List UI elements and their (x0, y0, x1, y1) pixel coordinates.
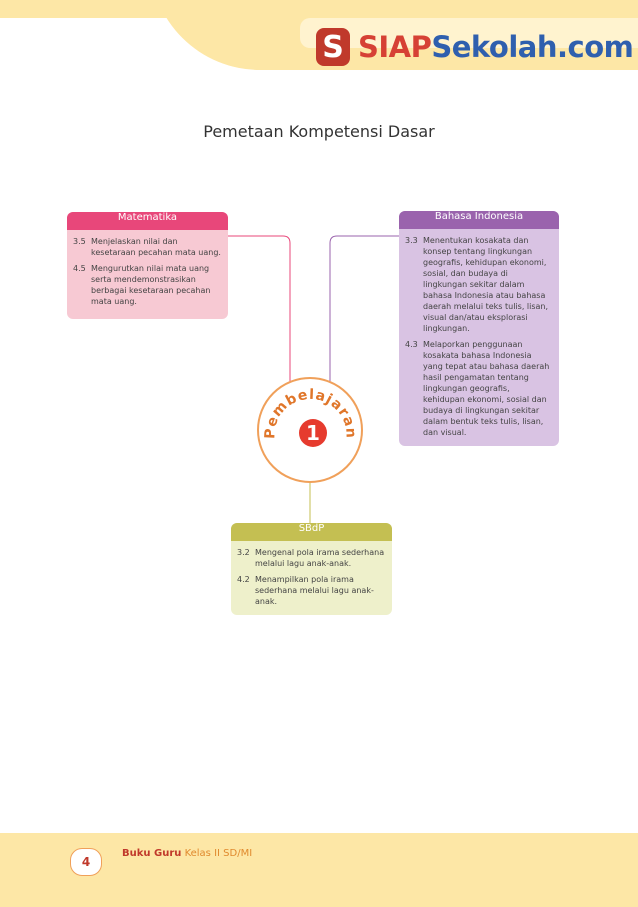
kd-number: 3.3 (405, 236, 418, 245)
watermark-text-sekolah: Sekolah.com (431, 30, 634, 64)
kd-text: Mengurutkan nilai mata uang serta mendemonstrasikan berbagai kesetaraan pecahan mata uang. (91, 264, 211, 306)
watermark-text-siap: SIAP (358, 30, 432, 64)
page-title: Pemetaan Kompetensi Dasar (203, 122, 435, 141)
card-sbdp-body (231, 541, 392, 615)
pembelajaran-circle (257, 377, 363, 483)
footer-book-title (122, 848, 252, 859)
card-bahasa-indonesia-body (399, 229, 559, 446)
card-matematika-title: Matematika (67, 212, 228, 230)
kd-item (237, 547, 386, 569)
kd-number: 4.5 (73, 264, 86, 273)
connector-bahasa-indonesia (330, 236, 399, 400)
watermark-logo-icon: S (316, 28, 350, 66)
page-number: 4 (70, 848, 102, 876)
kd-number: 3.5 (73, 237, 86, 246)
card-matematika (67, 212, 228, 319)
card-sbdp-title: SBdP (231, 523, 392, 541)
kd-item (73, 236, 222, 258)
kd-item (73, 263, 222, 307)
kd-text: Menentukan kosakata dan konsep tentang lingkungan geografis, kehidupan ekonomi, sosial, dan budaya di lingkungan sekitar dalam bahasa Indonesia atau bahasa daerah melalui teks tulis, lisan, visual dan/atau eksplorasi lingkungan. (423, 236, 549, 333)
card-bahasa-indonesia-title: Bahasa Indonesia (399, 211, 559, 229)
kd-text: Menampilkan pola irama sederhana melalui lagu anak-anak. (255, 575, 374, 606)
pembelajaran-label: Pembelajaran (262, 386, 359, 440)
kd-number: 4.3 (405, 340, 418, 349)
card-matematika-body (67, 230, 228, 319)
kd-item (405, 339, 553, 438)
kd-number: 4.2 (237, 575, 250, 584)
kd-text: Mengenal pola irama sederhana melalui lagu anak-anak. (255, 548, 385, 568)
footer-book-class: Kelas II SD/MI (184, 848, 253, 859)
kd-item (405, 235, 553, 334)
kd-text: Menjelaskan nilai dan kesetaraan pecahan mata uang. (91, 237, 221, 257)
pembelajaran-number: 1 (299, 419, 327, 447)
connector-matematika (228, 236, 290, 400)
footer-book-name: Buku Guru (122, 848, 182, 859)
kd-number: 3.2 (237, 548, 250, 557)
card-sbdp (231, 523, 392, 615)
card-bahasa-indonesia (399, 211, 559, 446)
kd-text: Melaporkan penggunaan kosakata bahasa Indonesia yang tepat atau bahasa daerah hasil pengamatan tentang lingkungan geografis, kehidupan ekonomi, sosial dan budaya di lingkungan sekitar dalam bentuk teks tulis, lisan, dan visual. (423, 340, 550, 437)
kd-item (237, 574, 386, 607)
